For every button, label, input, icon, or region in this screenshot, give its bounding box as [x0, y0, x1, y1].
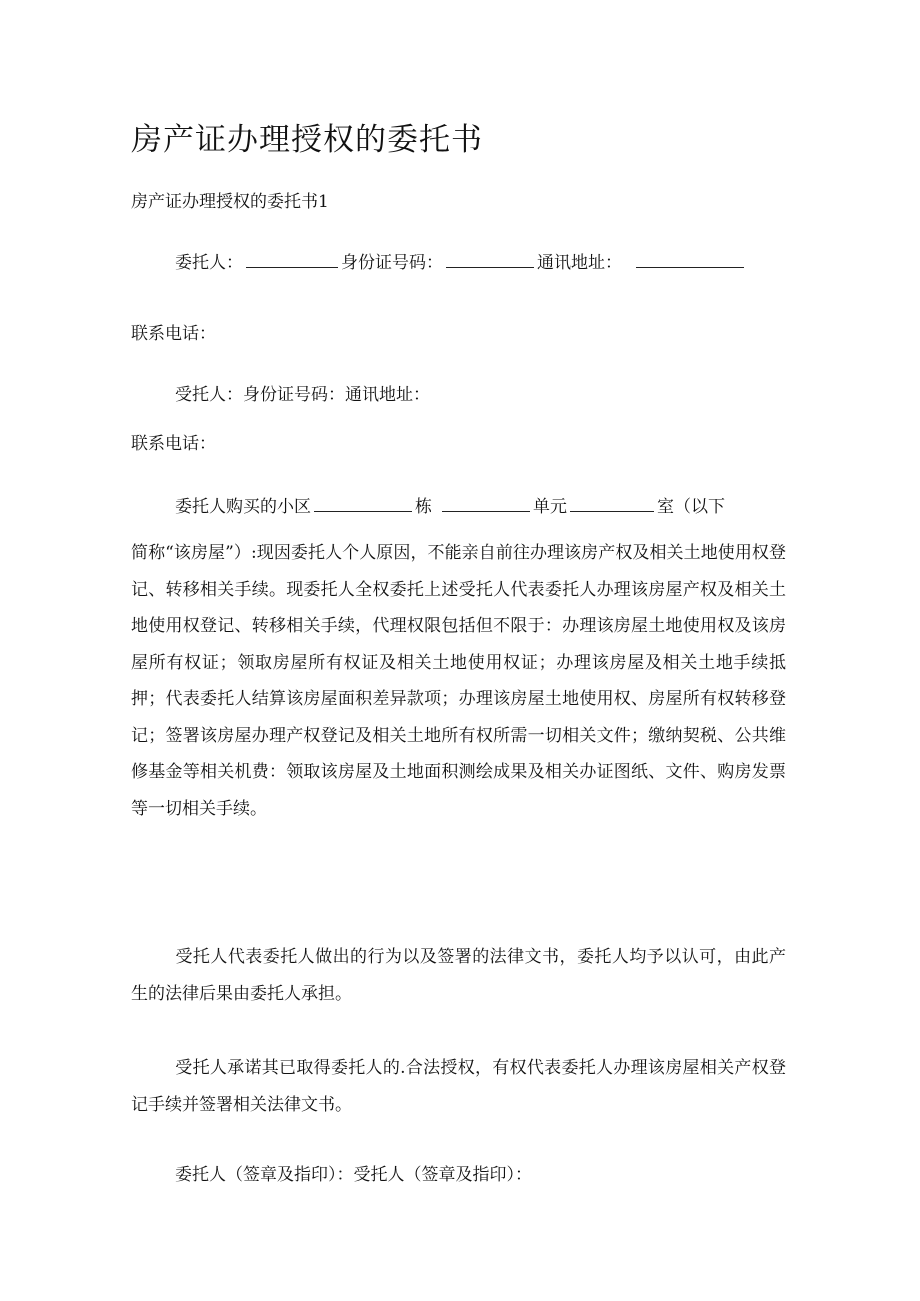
principal-address-label: 通讯地址： [537, 253, 622, 273]
promise-text: 受托人承诺其已取得委托人的.合法授权，有权代表委托人办理该房屋相关产权登记手续并签署相关法律文书。 [131, 1058, 786, 1115]
property-room: 室（以下 [657, 497, 725, 517]
community-blank [314, 494, 412, 512]
authorization-scope-paragraph: 简称“该房屋”）:现因委托人个人原因，不能亲自前往办理该房产权及相关土地使用权登记、转移相关手续。现委托人全权委托上述受托人代表委托人办理该房屋产权及相关土地使用权登记、转移相关手续，代理权限包括但不限于：办理该房屋土地使用权及该房屋所有权证；领取房屋所有权证及相关土地使用权证；办理该房屋及相关土地手续抵押；代表委托人结算该房屋面积差异款项；办理该房屋土地使用权、房屋所有权转移登记；签署该房屋办理产权登记及相关土地所有权所需一切相关文件；缴纳契税、公共维修基金等相关机费：领取该房屋及土地面积测绘成果及相关办证图纸、文件、购房发票等一切相关手续。 [131, 543, 786, 819]
principal-label: 委托人： [175, 253, 243, 273]
signature-line: 委托人（签章及指印）：受托人（签章及指印）： [175, 1165, 532, 1185]
agent-phone-label: 联系电话： [131, 434, 216, 454]
principal-id-label: 身份证号码： [341, 253, 443, 273]
acknowledgement-paragraph [131, 939, 786, 1012]
principal-info-line [175, 250, 747, 275]
promise-paragraph [131, 1050, 786, 1123]
property-building: 栋 [415, 497, 432, 517]
principal-address-blank [636, 250, 744, 268]
principal-id-blank [446, 250, 534, 268]
principal-name-blank [246, 250, 338, 268]
acknowledgement-text: 受托人代表委托人做出的行为以及签署的法律文书，委托人均予以认可，由此产生的法律后果由委托人承担。 [131, 947, 786, 1004]
building-blank [442, 494, 530, 512]
principal-phone-label: 联系电话： [131, 324, 216, 344]
property-line [175, 494, 725, 519]
agent-info-line: 受托人：身份证号码：通讯地址： [175, 385, 430, 405]
property-unit: 单元 [533, 497, 567, 517]
unit-blank [570, 494, 654, 512]
document-title: 房产证办理授权的委托书 [131, 122, 483, 158]
document-subtitle: 房产证办理授权的委托书1 [131, 192, 329, 212]
property-prefix: 委托人购买的小区 [175, 497, 311, 517]
